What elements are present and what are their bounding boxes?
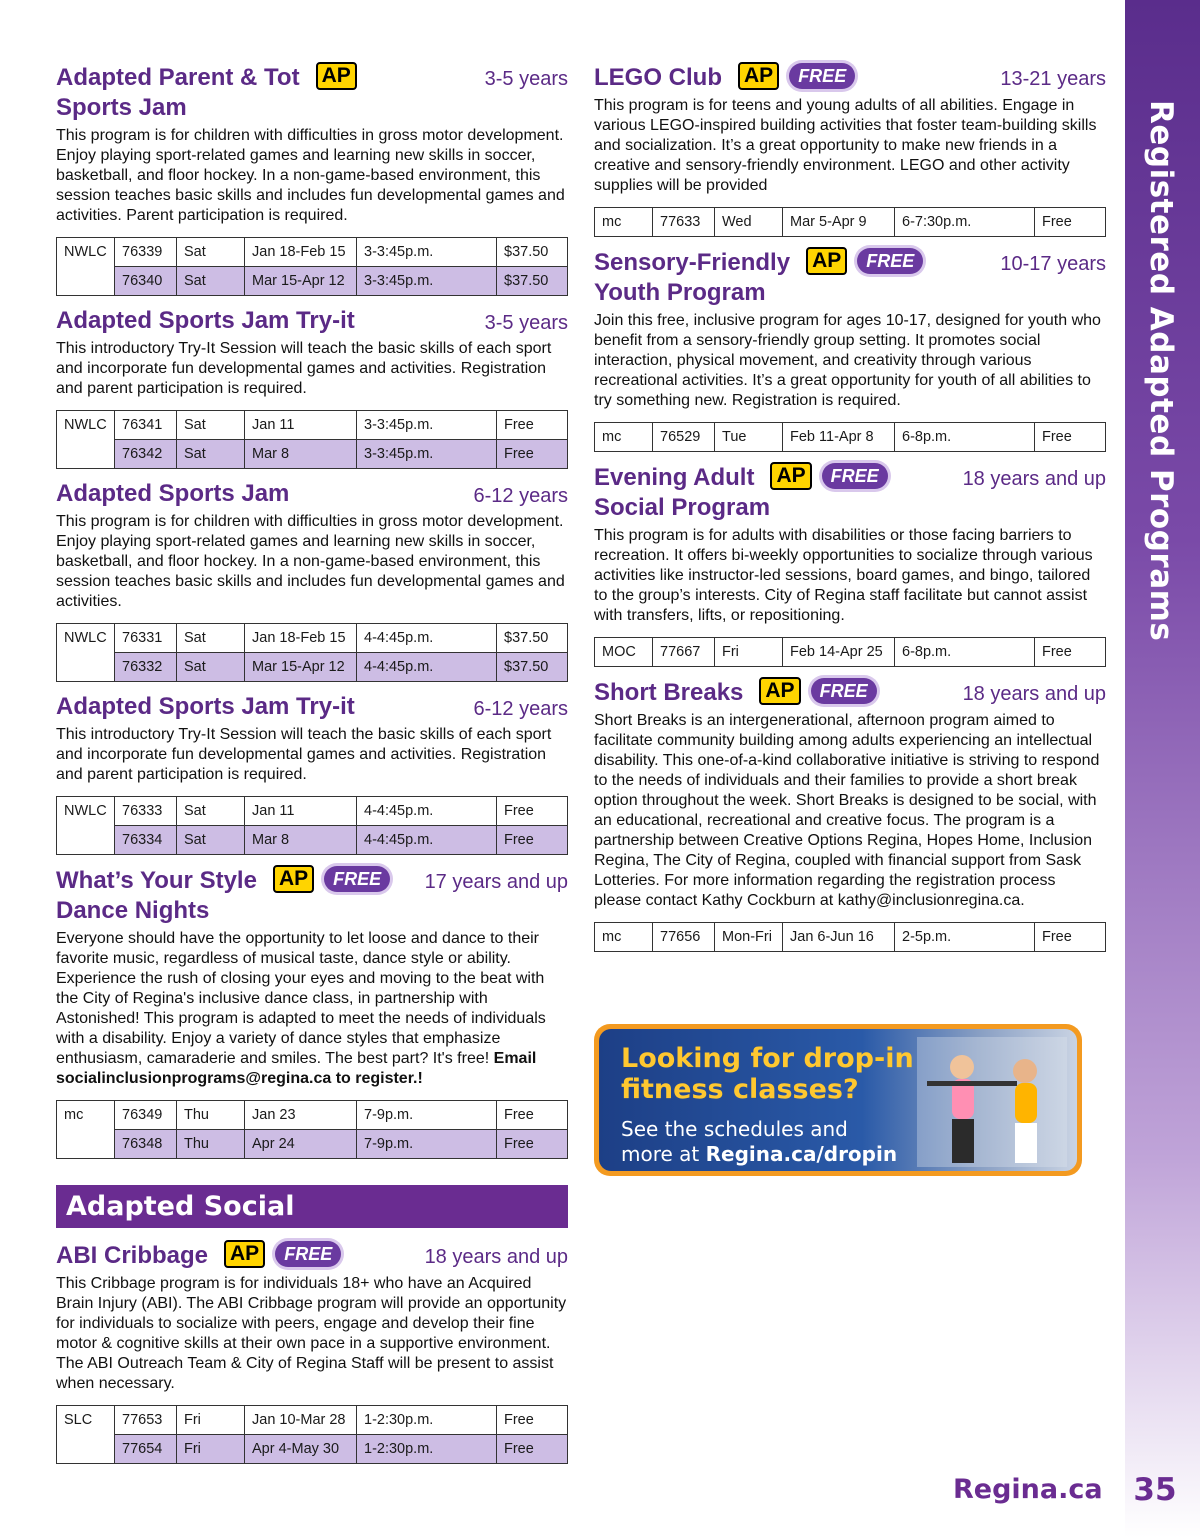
schedule-day-cell: Tue <box>715 423 783 452</box>
program-header <box>56 692 568 722</box>
schedule-dates-cell: Mar 15-Apr 12 <box>245 653 357 682</box>
schedule-code-cell: 76349 <box>115 1101 177 1130</box>
ad-subtext-prefix: more at <box>621 1142 706 1166</box>
schedule-day-cell: Sat <box>177 797 245 826</box>
schedule-code-cell: 76333 <box>115 797 177 826</box>
schedule-time-cell: 4-4:45p.m. <box>357 653 497 682</box>
location-cell: MOC <box>595 638 653 667</box>
program-description-text: This introductory Try-It Session will teach the basic skills of each sport and incorporate fun developmental games and activities. Registration and parent participation is required. <box>56 726 552 783</box>
schedule-dates-cell: Apr 4-May 30 <box>245 1435 357 1464</box>
schedule-code-cell: 77656 <box>653 923 715 952</box>
program-description <box>594 96 1106 196</box>
schedule-day-cell: Wed <box>715 208 783 237</box>
ap-badge-icon: AP <box>770 462 811 490</box>
schedule-dates-cell: Mar 15-Apr 12 <box>245 267 357 296</box>
program-block <box>594 247 1106 452</box>
ap-badge-icon: AP <box>738 62 779 90</box>
schedule-price-cell: Free <box>1035 638 1106 667</box>
ad-subtext-line1: See the schedules and <box>621 1117 848 1141</box>
program-description <box>594 311 1106 411</box>
free-badge-icon: FREE <box>811 678 877 704</box>
schedule-code-cell: 77653 <box>115 1406 177 1435</box>
ad-headline-line2: fitness classes? <box>621 1074 859 1105</box>
schedule-dates-cell: Mar 5-Apr 9 <box>783 208 895 237</box>
ad-subtext-line2 <box>621 1142 897 1167</box>
schedule-row[interactable] <box>57 267 568 296</box>
program-age-range: 10-17 years <box>1000 253 1106 275</box>
program-block <box>594 462 1106 667</box>
schedule-row[interactable] <box>57 1406 568 1435</box>
page-number: 35 <box>1133 1472 1177 1508</box>
schedule-dates-cell: Jan 18-Feb 15 <box>245 238 357 267</box>
schedule-table <box>594 637 1106 667</box>
free-badge-icon: FREE <box>822 463 888 489</box>
schedule-row[interactable] <box>57 653 568 682</box>
schedule-dates-cell: Feb 11-Apr 8 <box>783 423 895 452</box>
program-title-line2: Sports Jam <box>56 94 187 121</box>
schedule-code-cell: 76332 <box>115 653 177 682</box>
schedule-dates-cell: Jan 11 <box>245 797 357 826</box>
schedule-table <box>56 1100 568 1159</box>
schedule-table <box>594 207 1106 237</box>
ad-headline-line1: Looking for drop-in <box>621 1043 914 1074</box>
schedule-price-cell: Free <box>1035 923 1106 952</box>
program-description-text: This program is for adults with disabilities or those facing barriers to recreation. It offers bi-weekly opportunities to socialize through various activities like instructor-led sessions, board games, and bingo, tailored to the group’s interests. City of Regina staff facilitate but cannot assist with transfers, lifts, or repositioning. <box>594 527 1093 624</box>
schedule-row[interactable] <box>57 826 568 855</box>
schedule-row[interactable] <box>595 923 1106 952</box>
program-header <box>56 62 568 123</box>
schedule-table <box>594 422 1106 452</box>
schedule-code-cell: 76529 <box>653 423 715 452</box>
schedule-code-cell: 77667 <box>653 638 715 667</box>
schedule-table <box>56 1405 568 1464</box>
schedule-price-cell: Free <box>1035 208 1106 237</box>
sidebar-title: Registered Adapted Programs <box>1143 100 1179 642</box>
program-age-range: 17 years and up <box>424 871 568 893</box>
program-header <box>56 1240 568 1271</box>
schedule-time-cell: 4-4:45p.m. <box>357 826 497 855</box>
free-badge-icon: FREE <box>324 866 390 892</box>
schedule-dates-cell: Jan 10-Mar 28 <box>245 1406 357 1435</box>
program-description-text: This program is for teens and young adults of all abilities. Engage in various LEGO-inspired building activities that foster team-building skills and socialization. It’s a great opportunity to make new friends in a creative and sensory-friendly environment. LEGO and other activity supplies will be provided <box>594 97 1097 194</box>
location-cell: NWLC <box>57 238 115 296</box>
program-title-text: Adapted Parent & Tot <box>56 64 300 91</box>
program-title-text: Short Breaks <box>594 679 744 706</box>
schedule-time-cell: 2-5p.m. <box>895 923 1035 952</box>
program-description-text: Short Breaks is an intergenerational, afternoon program aimed to facilitate community building among adults experiencing an intellectual disability. This one-of-a-kind collaborative initiative is striving to respond to the needs of individuals and their families to provide a short break option throughout the week. Short Breaks is designed to be social, with an educational, recreational and creative focus. The program is a partnership between Creative Options Regina, Hopes Home, Inclusion Regina, The City of Regina, coupled with financial support from Sask Lotteries. For more information regarding the registration process please contact Kathy Cockburn at kathy@inclusionregina.ca. <box>594 712 1100 909</box>
schedule-price-cell: Free <box>497 440 568 469</box>
schedule-row[interactable] <box>57 411 568 440</box>
program-description <box>56 725 568 785</box>
program-description <box>56 126 568 226</box>
free-badge-icon: FREE <box>275 1241 341 1267</box>
schedule-table <box>56 237 568 296</box>
schedule-price-cell: Free <box>497 797 568 826</box>
schedule-code-cell: 77633 <box>653 208 715 237</box>
schedule-time-cell: 3-3:45p.m. <box>357 267 497 296</box>
program-description-text: Join this free, inclusive program for ages 10-17, designed for youth who benefit from a sensory-friendly group setting. It promotes social interaction, physical movement, and creativity through various recreational activities. It’s a great opportunity for youth of all abilities to try something new. Registration is required. <box>594 312 1101 409</box>
program-header <box>56 865 568 926</box>
schedule-dates-cell: Mar 8 <box>245 440 357 469</box>
schedule-code-cell: 76334 <box>115 826 177 855</box>
ap-badge-icon: AP <box>806 247 847 275</box>
schedule-table <box>56 410 568 469</box>
schedule-table <box>56 796 568 855</box>
schedule-row[interactable] <box>595 423 1106 452</box>
program-block <box>56 1240 568 1464</box>
schedule-dates-cell: Feb 14-Apr 25 <box>783 638 895 667</box>
schedule-time-cell: 7-9p.m. <box>357 1130 497 1159</box>
program-age-range: 6-12 years <box>473 485 568 507</box>
ad-subtext <box>621 1117 897 1167</box>
program-block <box>56 692 568 855</box>
left-column <box>56 62 568 1474</box>
program-age-range: 3-5 years <box>484 68 568 90</box>
location-cell: mc <box>595 423 653 452</box>
program-block <box>56 62 568 296</box>
free-badge-icon: FREE <box>857 248 923 274</box>
ap-badge-icon: AP <box>273 865 314 893</box>
program-title-text: Sensory-Friendly <box>594 249 791 276</box>
ap-badge-icon: AP <box>224 1240 265 1268</box>
schedule-day-cell: Sat <box>177 624 245 653</box>
schedule-day-cell: Fri <box>715 638 783 667</box>
schedule-day-cell: Sat <box>177 238 245 267</box>
program-age-range: 3-5 years <box>484 312 568 334</box>
program-header <box>594 462 1106 523</box>
program-age-range: 18 years and up <box>424 1246 568 1268</box>
schedule-table <box>56 623 568 682</box>
schedule-price-cell: Free <box>497 411 568 440</box>
program-title-line2: Social Program <box>594 494 771 521</box>
schedule-time-cell: 4-4:45p.m. <box>357 797 497 826</box>
program-title-line2: Dance Nights <box>56 897 210 924</box>
program-title-text: Adapted Sports Jam <box>56 480 290 507</box>
schedule-dates-cell: Jan 23 <box>245 1101 357 1130</box>
program-block <box>56 865 568 1159</box>
schedule-price-cell: $37.50 <box>497 653 568 682</box>
program-header <box>56 479 568 509</box>
location-cell: mc <box>595 923 653 952</box>
schedule-day-cell: Fri <box>177 1435 245 1464</box>
schedule-price-cell: Free <box>1035 423 1106 452</box>
schedule-day-cell: Sat <box>177 411 245 440</box>
free-badge-icon: FREE <box>789 63 855 89</box>
program-block <box>594 62 1106 237</box>
ad-link[interactable]: Regina.ca/dropin <box>705 1142 898 1166</box>
program-block <box>56 479 568 682</box>
schedule-price-cell: Free <box>497 826 568 855</box>
program-title-text: What’s Your Style <box>56 867 257 894</box>
program-block <box>56 306 568 469</box>
section-heading-adapted-social: Adapted Social <box>56 1185 568 1228</box>
program-description-text: This program is for children with difficulties in gross motor development. Enjoy playing sport-related games and learning new skills in soccer, basketball, and floor hockey. In a non-game-based environment, this session teaches basic skills and includes fun developmental games and activities. Parent participation is required. <box>56 127 565 224</box>
schedule-day-cell: Thu <box>177 1130 245 1159</box>
schedule-dates-cell: Jan 18-Feb 15 <box>245 624 357 653</box>
program-description <box>56 929 568 1089</box>
schedule-code-cell: 76341 <box>115 411 177 440</box>
program-header <box>56 306 568 336</box>
program-title-text: Adapted Sports Jam Try-it <box>56 693 355 720</box>
program-description-text: This Cribbage program is for individuals 18+ who have an Acquired Brain Injury (ABI). The ABI Cribbage program will provide an opportunity for individuals to socialize with peers, engage and develop their fine motor & cognitive skills at their own pace in a supportive environment. The ABI Outreach Team & City of Regina Staff will be present to assist when necessary. <box>56 1275 567 1392</box>
schedule-price-cell: $37.50 <box>497 267 568 296</box>
schedule-dates-cell: Jan 11 <box>245 411 357 440</box>
ap-badge-icon: AP <box>759 677 800 705</box>
schedule-time-cell: 3-3:45p.m. <box>357 238 497 267</box>
schedule-table <box>594 922 1106 952</box>
program-description <box>56 512 568 612</box>
schedule-price-cell: Free <box>497 1406 568 1435</box>
program-title-line2: Youth Program <box>594 279 766 306</box>
schedule-code-cell: 76348 <box>115 1130 177 1159</box>
schedule-day-cell: Fri <box>177 1406 245 1435</box>
program-title-text: Evening Adult <box>594 464 755 491</box>
schedule-code-cell: 77654 <box>115 1435 177 1464</box>
schedule-time-cell: 7-9p.m. <box>357 1101 497 1130</box>
program-description-text: This introductory Try-It Session will teach the basic skills of each sport and incorporate fun developmental games and activities. Registration and parent participation is required. <box>56 340 552 397</box>
program-header <box>594 247 1106 308</box>
schedule-price-cell: Free <box>497 1130 568 1159</box>
program-description-text: This program is for children with difficulties in gross motor development. Enjoy playing sport-related games and learning new skills in soccer, basketball, and floor hockey. In a non-game-based environment, this session teaches basic skills and includes fun developmental games and activities. <box>56 513 565 610</box>
program-description <box>594 711 1106 911</box>
program-block <box>594 677 1106 952</box>
schedule-price-cell: $37.50 <box>497 624 568 653</box>
schedule-time-cell: 3-3:45p.m. <box>357 440 497 469</box>
fitness-people-illustration <box>917 1037 1067 1167</box>
program-header <box>594 62 1106 93</box>
schedule-day-cell: Sat <box>177 826 245 855</box>
program-description <box>56 339 568 399</box>
program-title-text: LEGO Club <box>594 64 722 91</box>
program-age-range: 18 years and up <box>962 468 1106 490</box>
program-age-range: 18 years and up <box>962 683 1106 705</box>
schedule-code-cell: 76331 <box>115 624 177 653</box>
schedule-row[interactable] <box>57 1435 568 1464</box>
program-description <box>594 526 1106 626</box>
schedule-code-cell: 76339 <box>115 238 177 267</box>
schedule-row[interactable] <box>57 440 568 469</box>
schedule-price-cell: $37.50 <box>497 238 568 267</box>
location-cell: NWLC <box>57 797 115 855</box>
schedule-dates-cell: Jan 6-Jun 16 <box>783 923 895 952</box>
schedule-day-cell: Sat <box>177 440 245 469</box>
schedule-price-cell: Free <box>497 1101 568 1130</box>
schedule-day-cell: Sat <box>177 267 245 296</box>
ad-headline <box>621 1043 914 1105</box>
schedule-time-cell: 1-2:30p.m. <box>357 1406 497 1435</box>
program-title-text: ABI Cribbage <box>56 1242 209 1269</box>
program-age-range: 6-12 years <box>473 698 568 720</box>
schedule-row[interactable] <box>595 638 1106 667</box>
schedule-price-cell: Free <box>497 1435 568 1464</box>
schedule-row[interactable] <box>57 624 568 653</box>
location-cell: NWLC <box>57 411 115 469</box>
schedule-time-cell: 1-2:30p.m. <box>357 1435 497 1464</box>
ap-badge-icon: AP <box>316 62 357 90</box>
dropin-fitness-ad[interactable] <box>594 1024 1082 1176</box>
schedule-code-cell: 76340 <box>115 267 177 296</box>
program-registration-email[interactable]: Email socialinclusionprograms@regina.ca to register.! <box>56 1050 537 1087</box>
program-age-range: 13-21 years <box>1000 68 1106 90</box>
schedule-dates-cell: Apr 24 <box>245 1130 357 1159</box>
schedule-row[interactable] <box>57 1101 568 1130</box>
location-cell: mc <box>57 1101 115 1159</box>
schedule-time-cell: 6-8p.m. <box>895 638 1035 667</box>
schedule-time-cell: 6-7:30p.m. <box>895 208 1035 237</box>
schedule-day-cell: Thu <box>177 1101 245 1130</box>
schedule-dates-cell: Mar 8 <box>245 826 357 855</box>
footer-website[interactable]: Regina.ca <box>953 1474 1103 1505</box>
program-title-text: Adapted Sports Jam Try-it <box>56 307 355 334</box>
schedule-row[interactable] <box>595 208 1106 237</box>
schedule-time-cell: 4-4:45p.m. <box>357 624 497 653</box>
schedule-time-cell: 3-3:45p.m. <box>357 411 497 440</box>
schedule-time-cell: 6-8p.m. <box>895 423 1035 452</box>
schedule-code-cell: 76342 <box>115 440 177 469</box>
location-cell: SLC <box>57 1406 115 1464</box>
right-column <box>594 62 1106 962</box>
schedule-row[interactable] <box>57 238 568 267</box>
schedule-day-cell: Sat <box>177 653 245 682</box>
location-cell: mc <box>595 208 653 237</box>
location-cell: NWLC <box>57 624 115 682</box>
program-header <box>594 677 1106 708</box>
program-description <box>56 1274 568 1394</box>
schedule-day-cell: Mon-Fri <box>715 923 783 952</box>
schedule-row[interactable] <box>57 797 568 826</box>
schedule-row[interactable] <box>57 1130 568 1159</box>
ad-panel <box>599 1029 1077 1171</box>
program-description-text: Everyone should have the opportunity to let loose and dance to their favorite music, regardless of musical taste, dance style or ability. Experience the rush of closing your eyes and moving to the beat with the City of Regina's inclusive dance class, in partnership with Astonished! This program is adapted to meet the needs of individuals with a disability. Enjoy a variety of dance styles that emphasize enthusiasm, camaraderie and smiles. The best part? It's free! <box>56 930 546 1067</box>
